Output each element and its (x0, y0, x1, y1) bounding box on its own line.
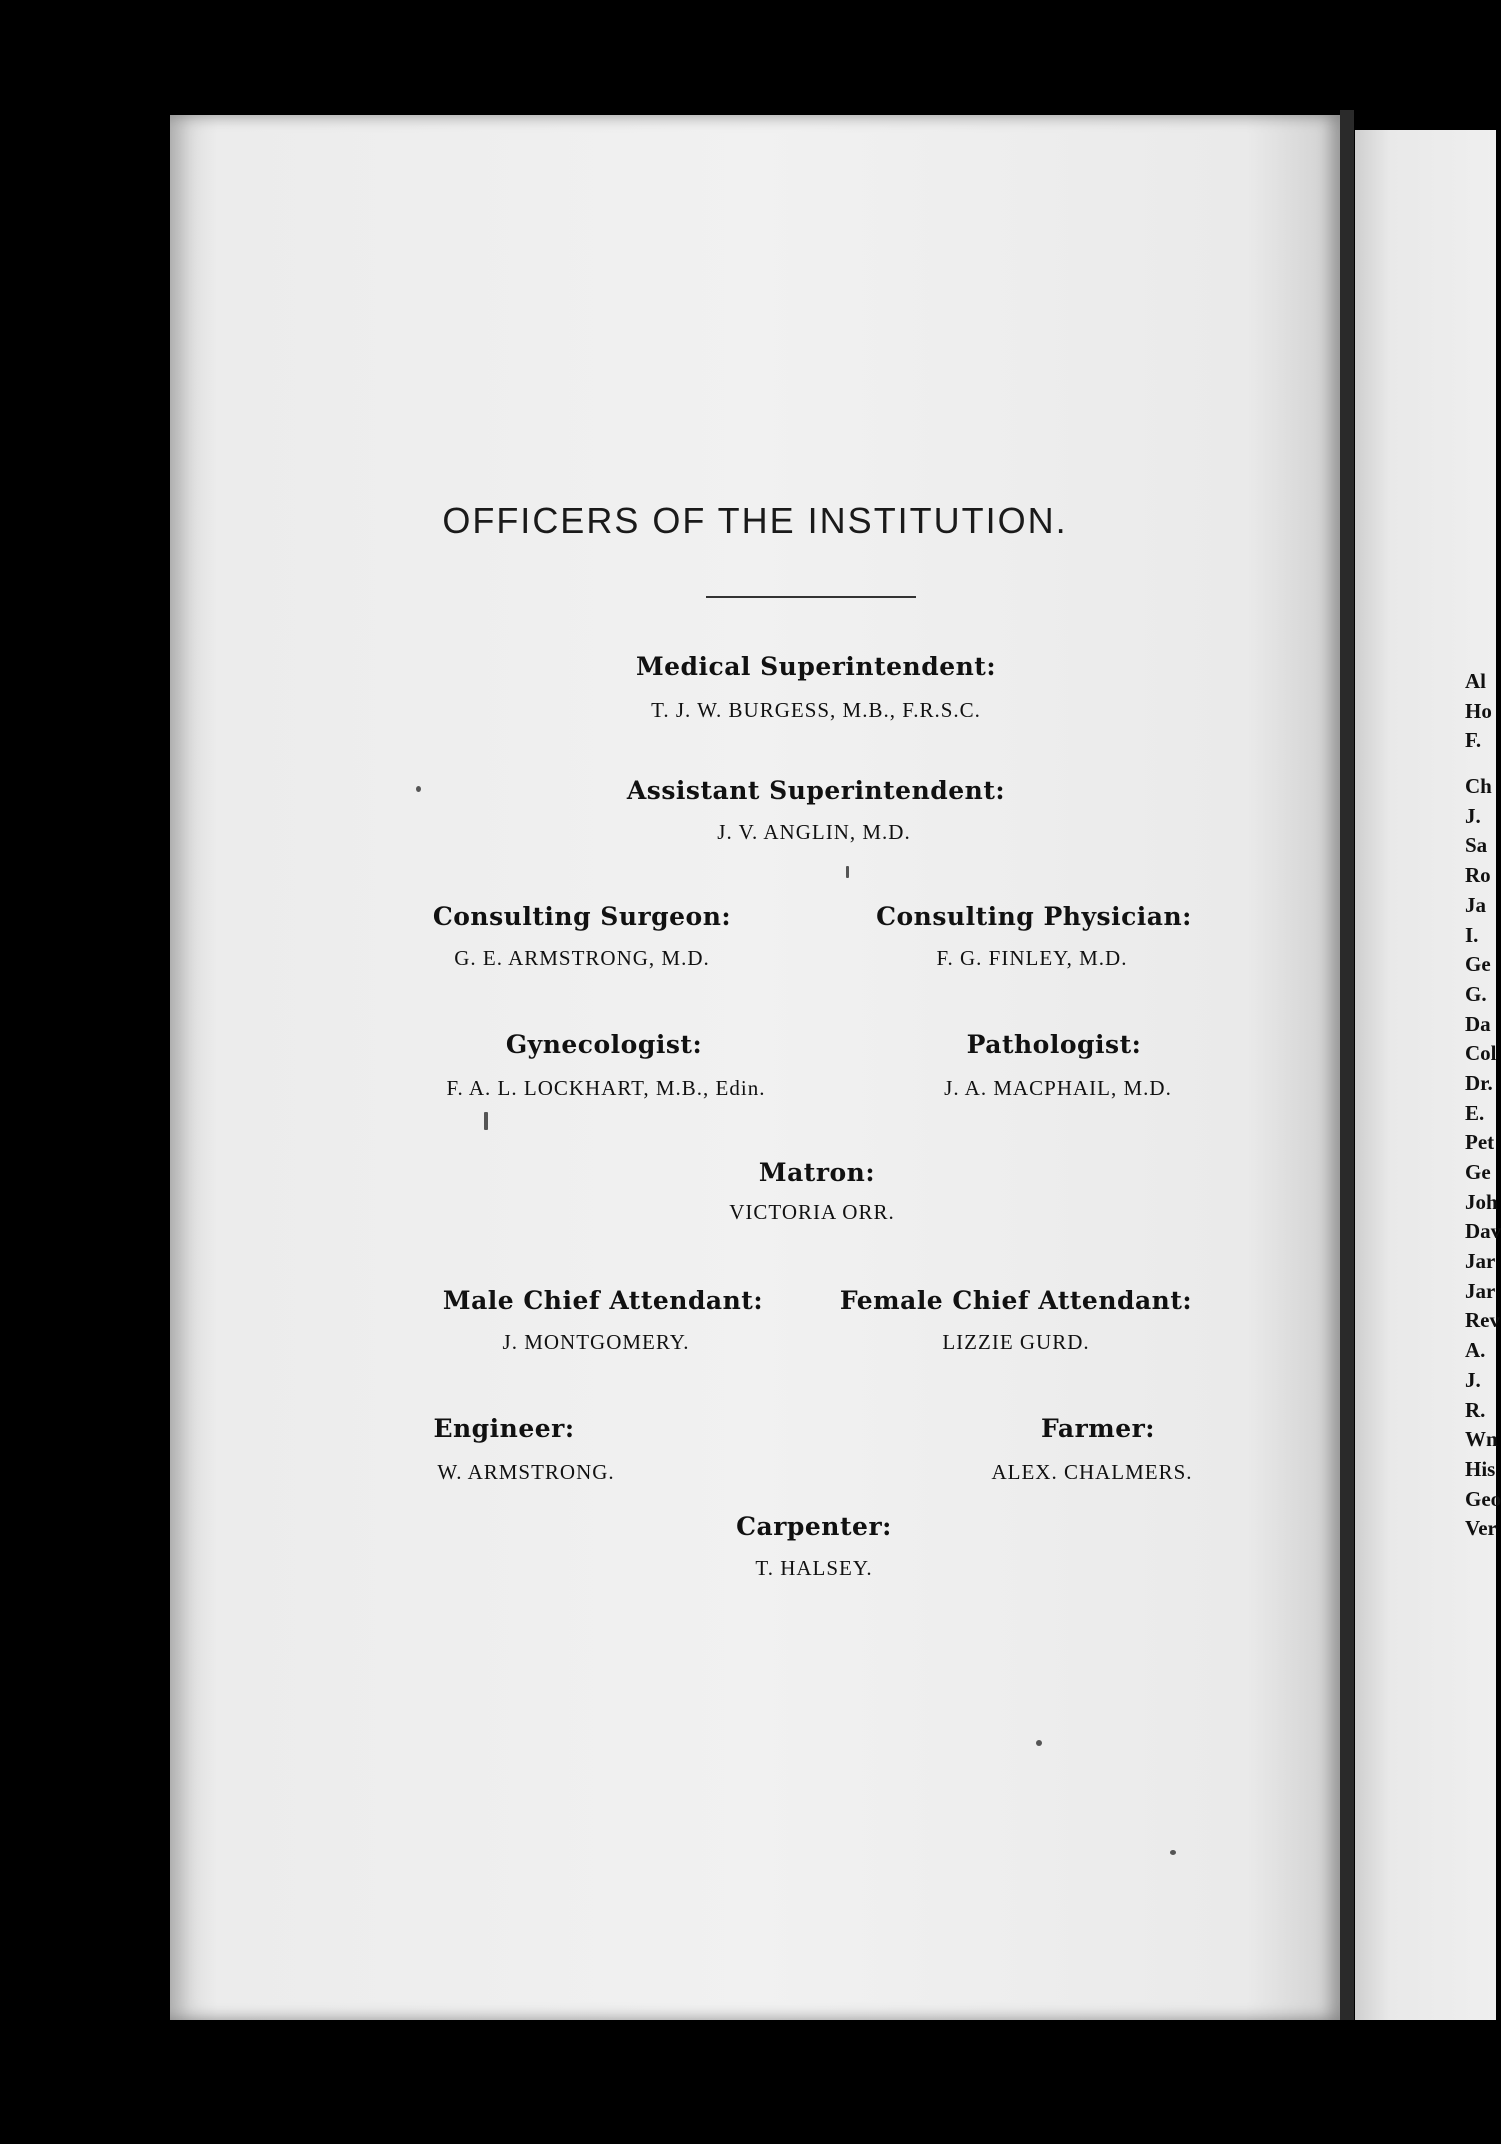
fragment-line: Sa (1465, 833, 1488, 858)
fragment-line: Wn (1465, 1427, 1498, 1452)
gynecologist-name: F. A. L. LOCKHART, M.B., Edin. (446, 1076, 766, 1100)
consulting-physician-heading: Consulting Physician: (876, 902, 1192, 931)
male-chief-attendant-name: J. MONTGOMERY. (502, 1330, 690, 1354)
title-divider (706, 596, 916, 598)
fragment-line: Da (1465, 1011, 1491, 1036)
fragment-line: J. (1465, 1367, 1481, 1392)
fragment-line: Pet (1465, 1130, 1495, 1155)
fragment-line: Ver (1465, 1516, 1497, 1541)
fragment-line: E. (1465, 1100, 1485, 1125)
matron-heading: Matron: (758, 1158, 876, 1187)
paper-speck (1170, 1850, 1176, 1855)
gynecologist-heading: Gynecologist: (505, 1030, 703, 1059)
fragment-line: Col (1465, 1041, 1497, 1066)
pathologist-heading: Pathologist: (966, 1030, 1142, 1059)
fragment-line: Dav (1465, 1219, 1501, 1244)
fragment-line: Ho (1465, 698, 1492, 723)
matron-name: VICTORIA ORR. (729, 1200, 895, 1224)
medical-superintendent-name: T. J. W. BURGESS, M.B., F.R.S.C. (651, 698, 981, 722)
fragment-line: G. (1465, 981, 1487, 1006)
adjacent-page-text (1465, 667, 1501, 1544)
fragment-line: Ro (1465, 863, 1491, 888)
farmer-name: ALEX. CHALMERS. (991, 1460, 1193, 1484)
fragment-line: Geo (1465, 1486, 1501, 1511)
fragment-line: A. (1465, 1338, 1486, 1363)
fragment-line: Ge (1465, 952, 1491, 977)
fragment-line: R. (1465, 1397, 1486, 1422)
consulting-surgeon-heading: Consulting Surgeon: (432, 902, 732, 931)
fragment-line: His (1465, 1456, 1496, 1481)
fragment-line: Ge (1465, 1160, 1491, 1184)
adjacent-page-fragment (1355, 130, 1501, 2020)
paper-speck (1036, 1740, 1042, 1746)
pathologist-name: J. A. MACPHAIL, M.D. (944, 1076, 1172, 1100)
paper-speck (846, 866, 849, 878)
fragment-line: Ch (1465, 774, 1492, 799)
carpenter-heading: Carpenter: (736, 1512, 892, 1541)
male-chief-attendant-heading: Male Chief Attendant: (442, 1286, 764, 1315)
fragment-line: Jar (1465, 1249, 1496, 1274)
female-chief-attendant-name: LIZZIE GURD. (942, 1330, 1090, 1354)
page-title: OFFICERS OF THE INSTITUTION. (442, 500, 1068, 541)
fragment-line: Ja (1465, 892, 1486, 917)
fragment-line: Dr. (1465, 1070, 1493, 1095)
fragment-line: J. (1465, 803, 1481, 828)
engineer-heading: Engineer: (433, 1414, 575, 1443)
fragment-line: Rev (1465, 1308, 1500, 1333)
carpenter-name: T. HALSEY. (755, 1556, 873, 1580)
consulting-surgeon-name: G. E. ARMSTRONG, M.D. (454, 946, 710, 970)
farmer-heading: Farmer: (1040, 1414, 1156, 1443)
document-page (170, 115, 1340, 2020)
assistant-superintendent-heading: Assistant Superintendent: (626, 776, 1006, 805)
paper-speck (416, 786, 421, 792)
assistant-superintendent-name: J. V. ANGLIN, M.D. (717, 820, 911, 844)
fragment-line: Jar (1465, 1278, 1496, 1303)
engineer-name: W. ARMSTRONG. (437, 1460, 615, 1484)
female-chief-attendant-heading: Female Chief Attendant: (839, 1286, 1193, 1315)
consulting-physician-name: F. G. FINLEY, M.D. (936, 946, 1128, 970)
paper-speck (484, 1112, 488, 1130)
fragment-line: Al (1465, 669, 1486, 693)
fragment-line: Joh (1465, 1189, 1498, 1214)
fragment-line: I. (1465, 922, 1479, 947)
medical-superintendent-heading: Medical Superintendent: (635, 652, 997, 681)
page-gutter (1340, 110, 1354, 2020)
fragment-line: F. (1465, 728, 1482, 753)
